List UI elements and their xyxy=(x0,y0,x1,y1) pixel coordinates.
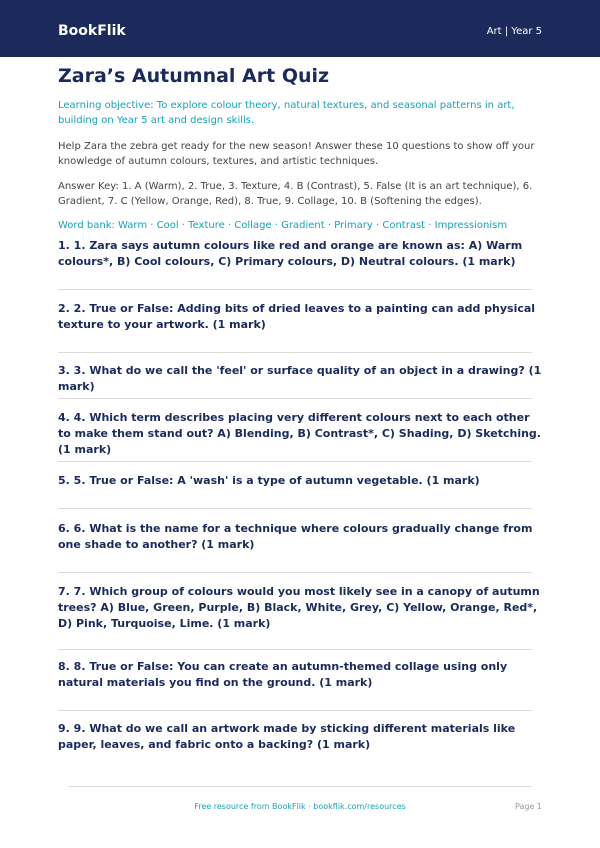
question-3: 3. 3. What do we call the 'feel' or surface quality of an object in a drawing? (1 mark) xyxy=(58,364,542,393)
intro-text: Help Zara the zebra get ready for the new season! Answer these 10 questions to show off your knowledge of autumn colours, textures, and artistic techniques. xyxy=(58,141,535,167)
answer-line xyxy=(58,352,532,353)
word-bank: Word bank: Warm · Cool · Texture · Collage · Gradient · Primary · Contrast · Impressionism xyxy=(58,220,508,231)
question-4: 4. 4. Which term describes placing very different colours next to each other to make them stand out? A) Blending, B) Contrast*, C) Shading, D) Sketching. (1 mark) xyxy=(58,411,541,456)
question-2: 2. 2. True or False: Adding bits of dried leaves to a painting can add physical texture to your artwork. (1 mark) xyxy=(58,302,536,331)
intro-section xyxy=(58,64,544,233)
answer-line xyxy=(58,461,532,462)
question-1: 1. 1. Zara says autumn colours like red and orange are known as: A) Warm colours*, B) Cool colours, C) Primary colours, D) Neutral colours. (1 mark) xyxy=(58,239,523,268)
answer-line xyxy=(58,572,532,573)
footer-source: Free resource from BookFlik · bookflik.com/resources xyxy=(194,802,406,811)
footer-divider xyxy=(68,786,532,787)
header-bar xyxy=(0,0,600,57)
answer-line xyxy=(58,649,532,650)
page-number: Page 1 xyxy=(515,802,542,811)
answer-key: Answer Key: 1. A (Warm), 2. True, 3. Texture, 4. B (Contrast), 5. False (It is an art technique), 6. Gradient, 7. C (Yellow, Orange, Red), 8. True, 9. Collage, 10. B (Softening the edges). xyxy=(58,181,533,207)
question-5: 5. 5. True or False: A 'wash' is a type of autumn vegetable. (1 mark) xyxy=(58,474,480,487)
page-title: Zara’s Autumnal Art Quiz xyxy=(58,65,330,87)
answer-line xyxy=(58,710,532,711)
question-7: 7. 7. Which group of colours would you most likely see in a canopy of autumn trees? A) Blue, Green, Purple, B) Black, White, Grey, C) Yellow, Orange, Red*, D) Pink, Turquoise, Lime. (1 mark) xyxy=(58,585,540,630)
answer-line xyxy=(58,398,532,399)
brand-logo-text: BookFlik xyxy=(58,23,126,39)
answer-line xyxy=(58,508,532,509)
learning-objective: Learning objective: To explore colour theory, natural textures, and seasonal patterns in art, building on Year 5 art and design skills. xyxy=(58,100,515,126)
answer-line xyxy=(58,289,532,290)
question-6: 6. 6. What is the name for a technique where colours gradually change from one shade to another? (1 mark) xyxy=(58,522,533,551)
subject-year-label: Art | Year 5 xyxy=(486,26,542,37)
question-9: 9. 9. What do we call an artwork made by sticking different materials like paper, leaves, and fabric onto a backing? (1 mark) xyxy=(58,722,516,751)
question-8: 8. 8. True or False: You can create an autumn-themed collage using only natural materials you find on the ground. (1 mark) xyxy=(58,660,508,689)
